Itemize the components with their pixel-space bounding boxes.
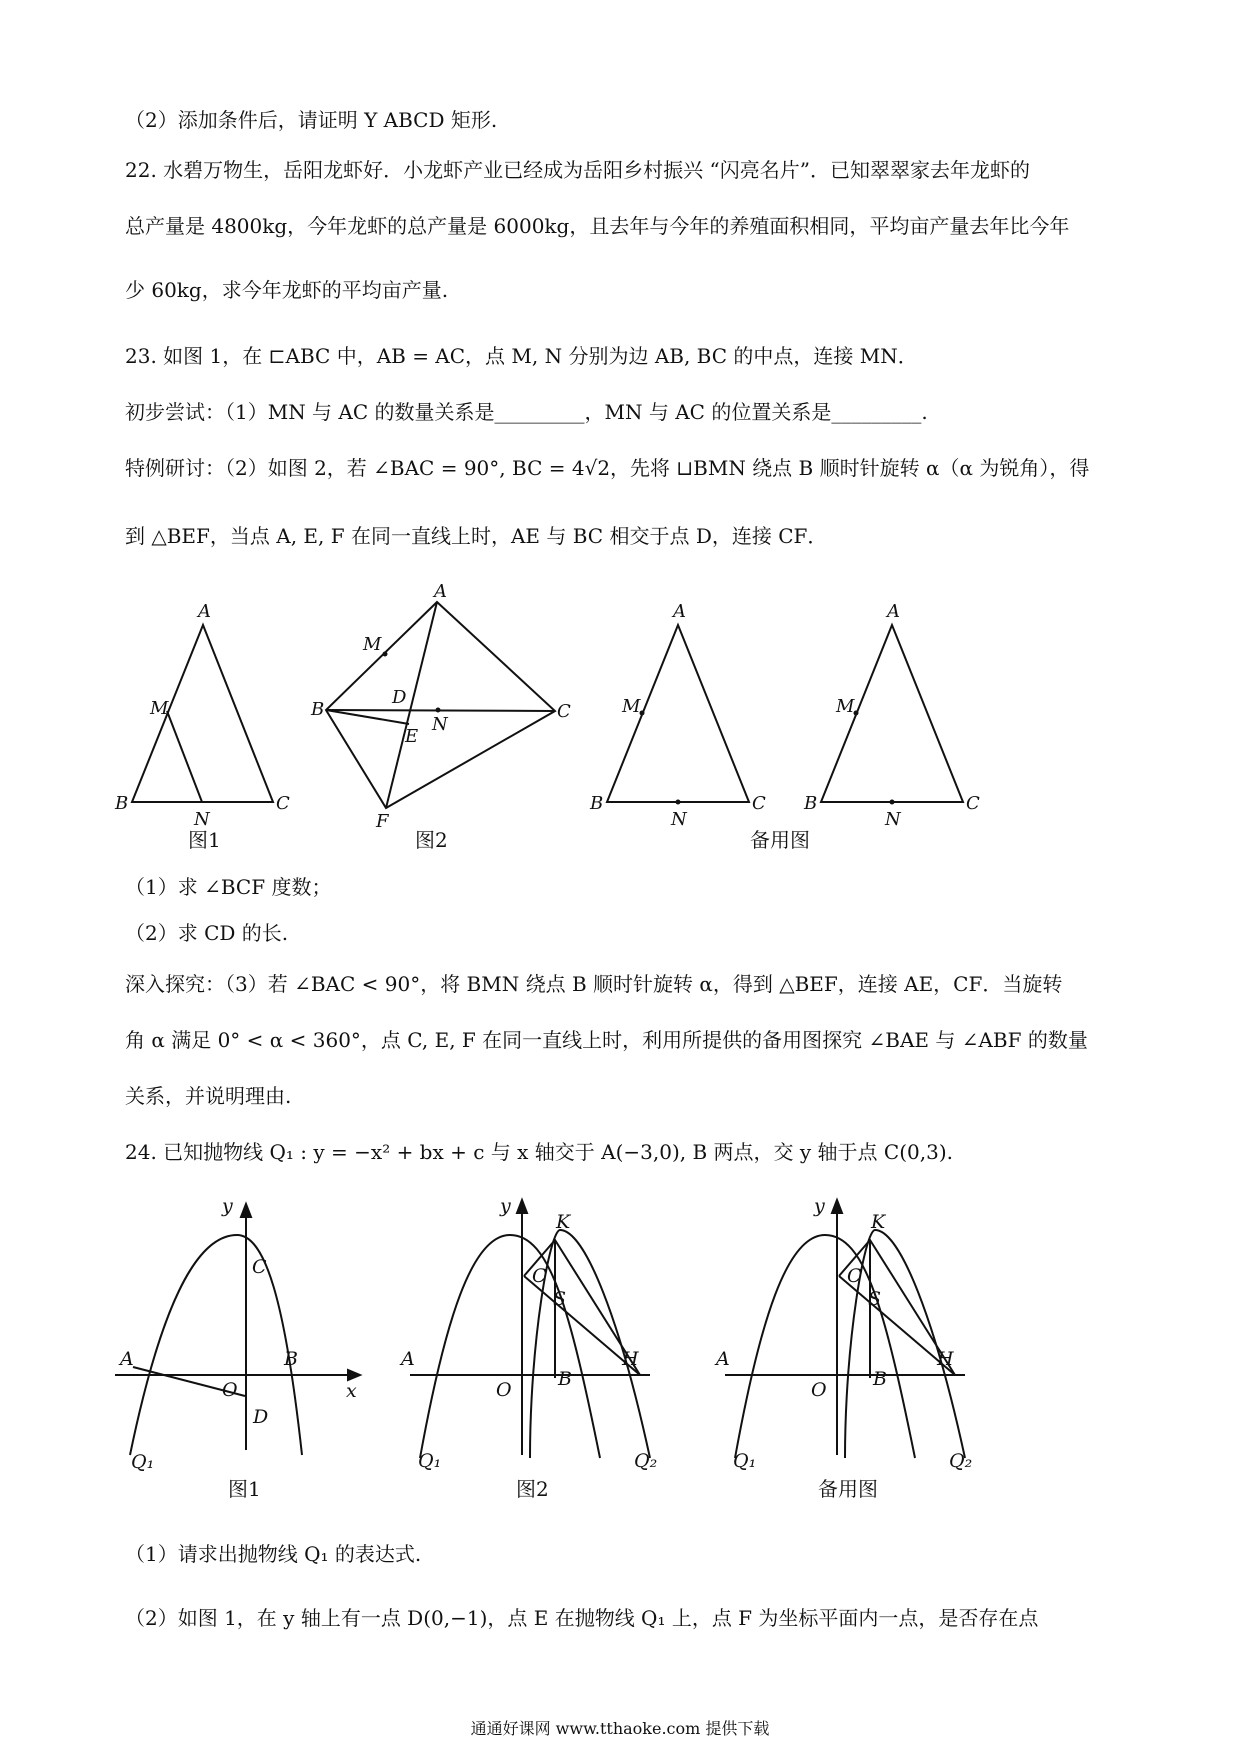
fig2-label-b: B	[311, 699, 325, 720]
svg-text:B: B	[873, 1368, 887, 1390]
svg-text:x: x	[346, 1380, 357, 1402]
q24-sub2: （2）如图 1，在 y 轴上有一点 D(0,−1)，点 E 在抛物线 Q₁ 上，点 F 为坐标平面内一点，是否存在点	[125, 1606, 1039, 1630]
fig2-label-c: C	[557, 701, 571, 722]
fig2-quadrilateral	[326, 602, 555, 808]
q23-part3-line-3: 关系，并说明理由.	[125, 1084, 292, 1108]
fig1-label-m: M	[150, 698, 169, 719]
fig2-label-a: A	[434, 581, 447, 602]
parabola-figures	[0, 1190, 1240, 1520]
svg-text:H: H	[937, 1348, 954, 1370]
q21-part2-line: （2）添加条件后，请证明 Y ABCD 矩形.	[125, 108, 498, 132]
backup-caption: 备用图	[750, 828, 810, 852]
q23-sub2: （2）求 CD 的长.	[125, 921, 289, 945]
fig1-label-a: A	[198, 601, 211, 622]
fig2-caption: 图2	[415, 828, 448, 852]
svg-text:y: y	[814, 1195, 825, 1217]
q23-line-3: 特例研讨：（2）如图 2，若 ∠BAC = 90°, BC = 4√2，先将 ⊔BMN 绕点 B 顺时针旋转 α（α 为锐角），得	[125, 456, 1090, 480]
svg-text:C: C	[752, 793, 766, 814]
fig1-label-b: B	[115, 793, 129, 814]
svg-text:S: S	[553, 1288, 567, 1310]
svg-text:B: B	[558, 1368, 572, 1390]
fig1-label-c: C	[276, 793, 290, 814]
fig2-label-f: F	[376, 811, 389, 832]
svg-text:Q₁: Q₁	[418, 1450, 442, 1472]
svg-text:D: D	[253, 1406, 269, 1428]
svg-text:A: A	[887, 601, 900, 622]
svg-text:y: y	[500, 1195, 511, 1217]
svg-text:K: K	[871, 1211, 886, 1233]
svg-text:C: C	[252, 1256, 267, 1278]
q23-sub1: （1）求 ∠BCF 度数；	[125, 875, 332, 899]
svg-text:S: S	[868, 1288, 882, 1310]
q24-line-1: 24. 已知抛物线 Q₁ : y = −x² + bx + c 与 x 轴交于 A(−3,0), B 两点，交 y 轴于点 C(0,3).	[125, 1140, 953, 1164]
fig2-label-d: D	[392, 687, 407, 708]
q23-line-1: 23. 如图 1，在 ⊏ABC 中，AB = AC，点 M, N 分别为边 AB, BC 的中点，连接 MN．	[125, 344, 918, 368]
triangle-figures	[0, 580, 1240, 860]
fig1-caption: 图1	[188, 828, 221, 852]
svg-text:N: N	[885, 809, 901, 830]
svg-text:A: A	[401, 1348, 415, 1370]
fig1-label-n: N	[194, 809, 210, 830]
svg-text:C: C	[847, 1265, 862, 1287]
q23-line-4: 到 △BEF，当点 A, E, F 在同一直线上时，AE 与 BC 相交于点 D，连接 CF．	[125, 524, 828, 548]
page-footer: 通通好课网 www.tthaoke.com 提供下载	[470, 1719, 770, 1738]
svg-text:K: K	[556, 1211, 571, 1233]
fig1-segment-mn	[167, 711, 202, 802]
q23-part3-line-2: 角 α 满足 0° < α < 360°，点 C, E, F 在同一直线上时，利用所提供的备用图探究 ∠BAE 与 ∠ABF 的数量	[125, 1028, 1088, 1052]
par-backup-caption: 备用图	[818, 1477, 878, 1501]
par-fig2-caption: 图2	[516, 1477, 549, 1501]
q22-line-1: 22. 水碧万物生，岳阳龙虾好．小龙虾产业已经成为岳阳乡村振兴 “闪亮名片”．已知翠翠家去年龙虾的	[125, 158, 1030, 182]
svg-text:O: O	[222, 1379, 238, 1401]
svg-text:C: C	[532, 1265, 547, 1287]
fig2-label-e: E	[405, 726, 419, 747]
par-fig1-caption: 图1	[228, 1477, 261, 1501]
svg-text:M: M	[622, 696, 641, 717]
svg-text:Q₁: Q₁	[131, 1451, 155, 1473]
svg-text:B: B	[590, 793, 604, 814]
svg-text:A: A	[673, 601, 686, 622]
svg-text:B: B	[804, 793, 818, 814]
q24-sub1: （1）请求出抛物线 Q₁ 的表达式.	[125, 1542, 422, 1566]
q22-line-2: 总产量是 4800kg，今年龙虾的总产量是 6000kg，且去年与今年的养殖面积相同，平均亩产量去年比今年	[125, 214, 1070, 238]
svg-text:A: A	[120, 1348, 134, 1370]
svg-text:A: A	[716, 1348, 730, 1370]
svg-text:H: H	[622, 1348, 639, 1370]
svg-text:O: O	[811, 1379, 827, 1401]
svg-text:N: N	[671, 809, 687, 830]
fig2-label-m: M	[363, 634, 382, 655]
fig1-label-y: y	[222, 1195, 233, 1217]
svg-text:C: C	[966, 793, 980, 814]
svg-text:Q₂: Q₂	[949, 1450, 973, 1472]
svg-text:Q₂: Q₂	[634, 1450, 658, 1472]
q23-line-2: 初步尝试：（1）MN 与 AC 的数量关系是_________，MN 与 AC 的位置关系是_________.	[125, 400, 928, 424]
svg-text:B: B	[284, 1348, 298, 1370]
svg-text:M: M	[836, 696, 855, 717]
svg-text:O: O	[496, 1379, 512, 1401]
fig2-label-n: N	[432, 714, 448, 735]
svg-text:Q₁: Q₁	[733, 1450, 757, 1472]
q23-part3-line-1: 深入探究：（3）若 ∠BAC < 90°，将 BMN 绕点 B 顺时针旋转 α，得到 △BEF，连接 AE，CF．当旋转	[125, 972, 1063, 996]
q22-line-3: 少 60kg，求今年龙虾的平均亩产量.	[125, 278, 449, 302]
